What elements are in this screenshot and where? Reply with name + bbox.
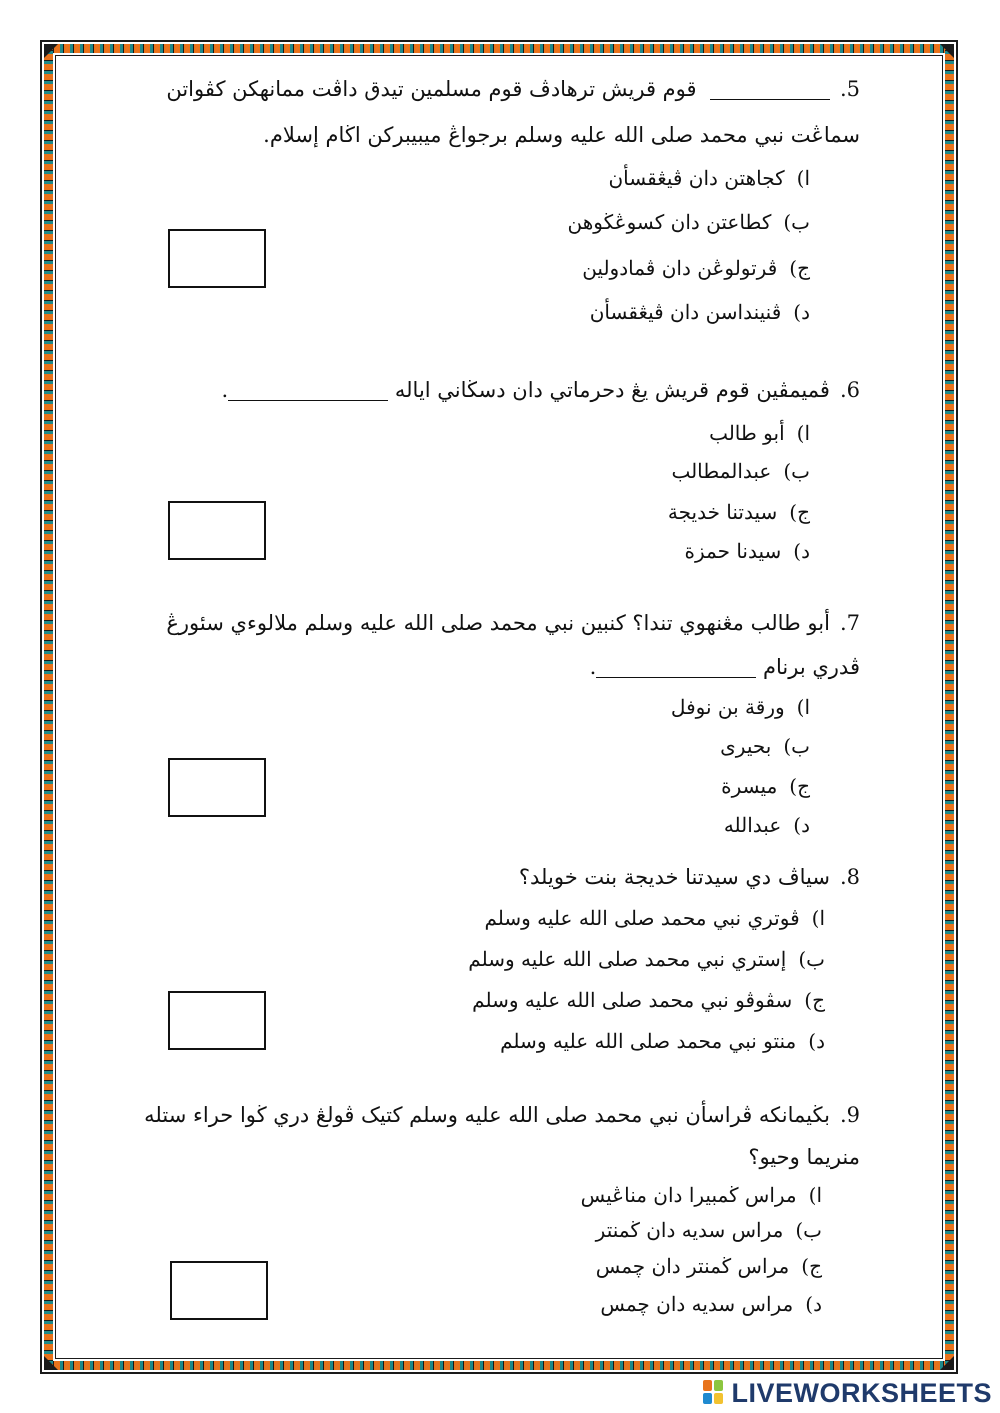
option-b: ب)عبدالمطالب	[671, 459, 810, 483]
question-text: أبو طالب مڠنهوي تندا؟ كنبين نبي محمد صلى الله عليه وسلم ملالوءي سئورڠ	[166, 611, 830, 635]
brand-name: LIVEWORKSHEETS	[731, 1377, 992, 1408]
answer-box-q7[interactable]	[168, 758, 266, 817]
option-d: د)سيدنا حمزة	[684, 539, 810, 563]
option-c: ج)مراس ڬمنتر دان چمس	[595, 1254, 822, 1278]
option-a: ا)ڤوتري نبي محمد صلى الله عليه وسلم	[484, 906, 825, 930]
answer-box-q6[interactable]	[168, 501, 266, 560]
option-d: د)ڤنينداسن دان ڤيڠقسأن	[589, 300, 810, 324]
option-b: ب)كطاعتن دان كسوڠڬوهن	[567, 210, 810, 234]
option-a: ا)أبو طالب	[709, 421, 810, 445]
question-7-line-2: ڤدري برنام .	[589, 655, 860, 679]
question-text: ڤدري برنام	[763, 655, 860, 679]
question-text: ڤميمڤين قوم قريش يڠ دحرماتي دان دسڬاني اياله	[394, 378, 830, 402]
answer-box-q5[interactable]	[168, 229, 266, 288]
option-a: ا)كجاهتن دان ڤيڠقسأن	[608, 166, 810, 190]
question-number: 8.	[839, 865, 860, 889]
question-5-line-2	[263, 120, 860, 150]
answer-blank	[228, 382, 388, 401]
option-d: د)منتو نبي محمد صلى الله عليه وسلم	[500, 1029, 825, 1053]
question-text: قوم قريش ترهادڤ قوم مسلمين تيدق داڤت ممانهكن كڤواتن	[166, 77, 697, 101]
question-text: سماڠت نبي محمد صلى الله عليه وسلم برجواڠ ميبيبركن اڬام إسلام.	[263, 123, 860, 147]
answer-box-q9[interactable]	[170, 1261, 268, 1320]
liveworksheets-logo-icon	[703, 1380, 725, 1406]
answer-blank	[596, 659, 756, 678]
question-9-line-1	[144, 1100, 860, 1130]
question-8-line-1	[519, 862, 860, 892]
option-b: ب)بحيرى	[720, 734, 810, 758]
option-a: ا)مراس ڬمبيرا دان مناڠيس	[580, 1183, 822, 1207]
question-text: منريما وحيو؟	[748, 1145, 860, 1169]
option-c: ج)سيدتنا خديجة	[667, 500, 810, 524]
option-d: د)مراس سديه دان چمس	[600, 1292, 822, 1316]
question-number: 9.	[839, 1103, 860, 1127]
question-6-line-1: 6.ڤميمڤين قوم قريش يڠ دحرماتي دان دسڬاني اياله .	[222, 375, 860, 405]
question-text: سياڤ دي سيدتنا خديجة بنت خويلد؟	[518, 865, 830, 889]
question-text: بڬيمانكه ڤراسأن نبي محمد صلى الله عليه وسلم كتيک ڤولڠ دري ڬوا حراء ستله	[144, 1103, 830, 1127]
question-5-line-1	[166, 74, 860, 104]
question-number: 6.	[839, 378, 860, 402]
answer-box-q8[interactable]	[168, 991, 266, 1050]
question-7-line-1	[166, 608, 860, 638]
question-number: 7.	[839, 611, 860, 635]
option-c: ج)سڤوڤو نبي محمد صلى الله عليه وسلم	[472, 988, 825, 1012]
option-a: ا)ورقة بن نوفل	[670, 695, 810, 719]
option-b: ب)إستري نبي محمد صلى الله عليه وسلم	[468, 947, 825, 971]
option-b: ب)مراس سديه دان ڬمنتر	[595, 1218, 822, 1242]
liveworksheets-logo[interactable]	[703, 1376, 992, 1410]
answer-blank	[710, 81, 830, 100]
option-c: ج)ڤرتولوڠن دان ڤمادولين	[582, 256, 810, 280]
question-number: 5.	[839, 77, 860, 101]
question-9-line-2	[748, 1142, 860, 1172]
option-c: ج)ميسرة	[721, 774, 810, 798]
option-d: د)عبدالله	[723, 813, 810, 837]
